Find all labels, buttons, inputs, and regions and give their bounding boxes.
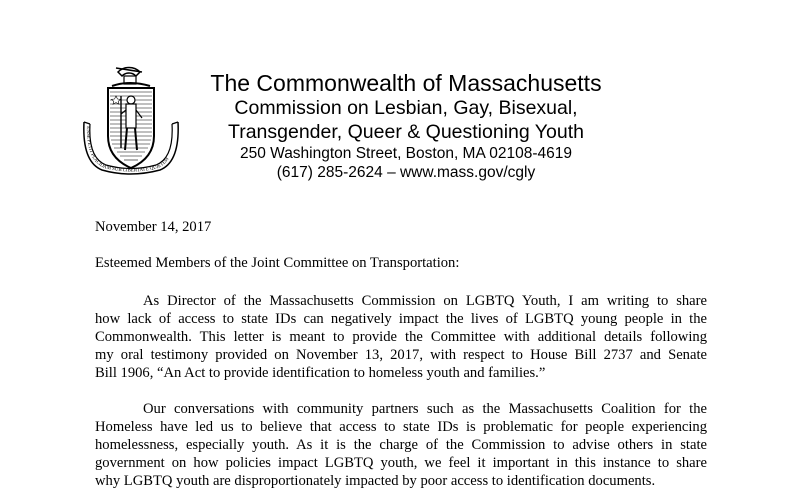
paragraph-line: how lack of access to state IDs can negatively impact the lives of LGBTQ young people in the <box>95 311 707 327</box>
letterhead <box>196 70 616 182</box>
contact-line: (617) 285-2624 – www.mass.gov/cgly <box>276 164 536 181</box>
paragraph-line: homelessness, especially youth. As it is the charge of the Commission to advise others in state <box>95 437 707 453</box>
paragraph-line: Our conversations with community partners such as the Massachusetts Coalition for the <box>143 401 707 417</box>
letter-salutation: Esteemed Members of the Joint Committee on Transportation: <box>95 255 460 271</box>
paragraph-1 <box>95 292 707 382</box>
paragraph-line: my oral testimony provided on November 13, 2017, with respect to House Bill 2737 and Senate <box>95 347 707 363</box>
paragraph-line: Homeless have led us to believe that access to state IDs is problematic for people experiencing <box>95 419 707 435</box>
seal-motto: ENSE PETIT PLACIDAM SUB LIBERTATE QUIETEM <box>84 126 171 174</box>
paragraph-line: why LGBTQ youth are disproportionately impacted by poor access to identification documents. <box>95 473 656 489</box>
commission-name-line2: Transgender, Queer & Questioning Youth <box>228 121 584 143</box>
paragraph-line: As Director of the Massachusetts Commission on LGBTQ Youth, I am writing to share <box>143 293 707 309</box>
paragraph-line: Bill 1906, “An Act to provide identification to homeless youth and families.” <box>95 365 546 381</box>
massachusetts-seal <box>80 62 182 180</box>
paragraph-line: Commonwealth. This letter is meant to provide the Committee with additional details following <box>95 329 707 345</box>
street-address: 250 Washington Street, Boston, MA 02108-4619 <box>239 145 573 162</box>
letter-date: November 14, 2017 <box>95 219 212 235</box>
paragraph-2 <box>95 400 707 490</box>
organization-title: The Commonwealth of Massachusetts <box>210 70 602 96</box>
commission-name-line1: Commission on Lesbian, Gay, Bisexual, <box>234 97 578 119</box>
paragraph-line: government on how policies impact LGBTQ youth, we feel it important in this instance to share <box>95 455 707 471</box>
